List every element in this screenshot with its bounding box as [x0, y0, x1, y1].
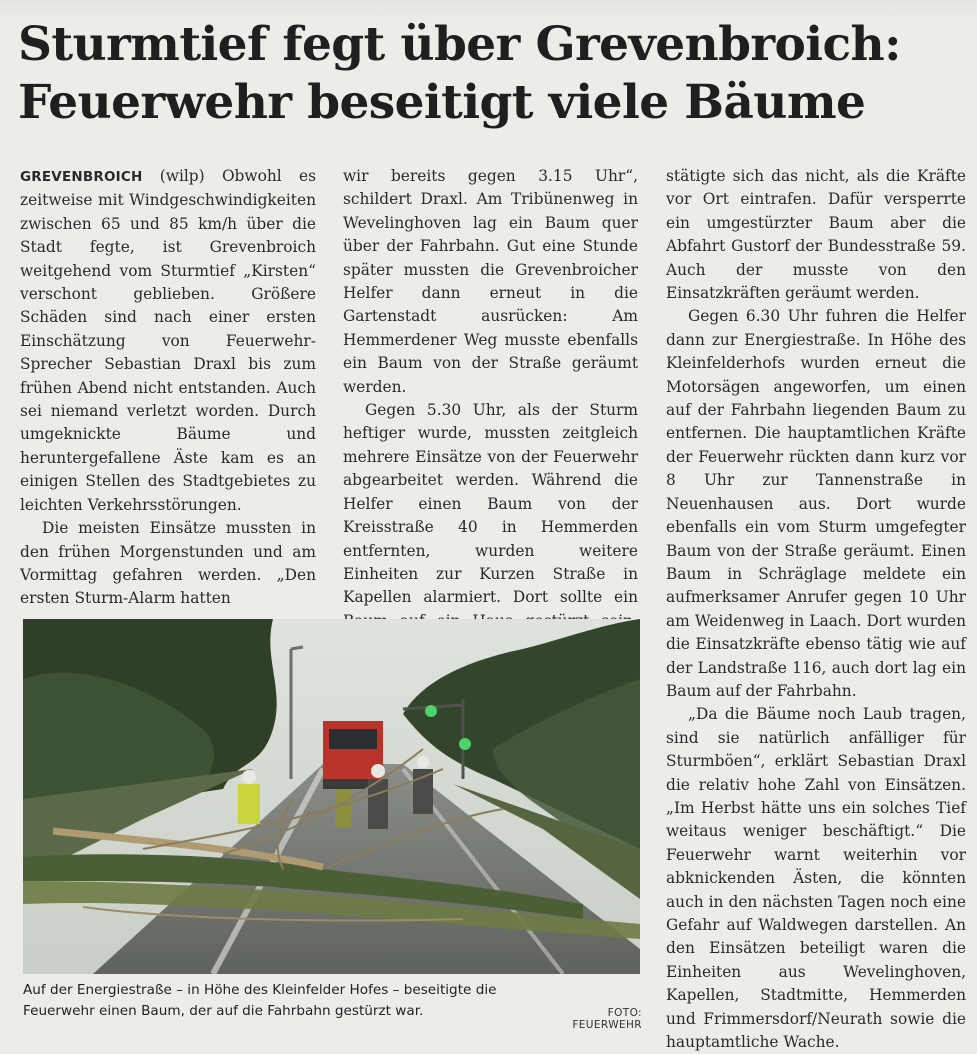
paragraph: Gegen 5.30 Uhr, als der Sturm heftiger wurde, mussten zeitgleich mehrere Einsätze von der Feuerwehr abgearbeitet werden. Während die Helfer einen Baum von der Kreisstraße 40 in Hemmerden entfernten, wurden weitere Einheiten zur Kurzen Straße in Kapellen alarmiert. Dort sollte ein [343, 401, 638, 607]
paragraph [20, 165, 316, 517]
photo-credit: FOTO: FEUERWEHR [572, 1007, 642, 1031]
article-column-2 [343, 165, 638, 657]
traffic-light [425, 705, 437, 717]
dateline: GREVENBROICH [20, 169, 143, 185]
paragraph: Gegen 6.30 Uhr fuhren die Helfer dann zur Energiestraße. In Höhe des Kleinfelderhofs wurden erneut die Motorsägen angeworfen, um einen auf der Fahrbahn liegenden Baum zu entfernen. Die hauptamtlichen Kräfte der Feuerwehr rückten dann kurz vor 8 Uhr zur Tannenstraße in Neuenhausen aus. Dort wurde ebenfalls ein vom Sturm umgefegter Baum von der Straße geräumt. Einen Baum in Schräglage meldete ein aufmerksamer Anrufer gegen 10 Uhr am Weidenweg in Laach. Dort wurden die Einsatzkräfte ebenso tätig wie auf der Landstraße 116, auch dort lag ein Baum auf der Fahrbahn. [666, 307, 966, 700]
paragraph: Die meisten Einsätze mussten in den frühen Morgenstunden und am Vormittag gefahren werden. „Den ersten Sturm-Alarm hatten [20, 519, 316, 608]
article-column-3 [666, 165, 966, 1054]
headline [18, 16, 968, 132]
traffic-light [459, 738, 471, 750]
paragraph: wir bereits gegen 3.15 Uhr“, schildert Draxl. Am Tribünenweg in Wevelinghoven lag ein Baum quer über der Fahrbahn. Gut eine Stunde später mussten die Grevenbroicher Helfer dann erneut in die Gartenstadt ausrücken: Am Hemmerdener Weg musste ebenfalls ein Baum von der Straße geräumt werden. [343, 167, 638, 396]
photo-caption: Auf der Energiestraße – in Höhe des Kleinfelder Hofes – beseitigte die Feuerwehr einen Baum, der auf die Fahrbahn gestürzt war. [23, 982, 497, 1019]
headline-line-1: Sturmtief fegt über Grevenbroich: [18, 17, 901, 72]
article-column-1 [20, 165, 316, 611]
paragraph: „Da die Bäume noch Laub tragen, sind sie natürlich anfälliger für Sturmböen“, erklärt Sebastian Draxl die relativ hohe Zahl von Einsätzen. „Im Herbst hätte uns ein solches Tief weitaus weniger beschäftigt.“ Die Feuerwehr warnt weiterhin vor abknickenden Ästen, die könnten auch in den nächsten Tagen noch eine Gefahr auf Waldwegen darstellen. An den Einsätzen beteiligt waren die Einheiten aus Wevelinghoven, Kapellen, Stadtmitte, Hemmerden und Frimmersdorf/Neurath sowie die hauptamtliche Wache. [666, 705, 966, 1052]
news-photo [23, 619, 640, 974]
photo-fallen-tree-scene [23, 619, 640, 974]
paragraph: stätigte sich das nicht, als die Kräfte vor Ort eintrafen. Dafür versperrte ein umgestürzter Baum aber die Abfahrt Gustorf der Bundesstraße 59. Auch der musste von den Einsatzkräften geräumt werden. [666, 167, 966, 303]
paragraph-text: (wilp) Obwohl es zeitweise mit Windgeschwindigkeiten zwischen 65 und 85 km/h über die Stadt fegte, ist Grevenbroich weitgehend vom Sturmtief „Kirsten“ verschont geblieben. Größere Schäden sind nach einer ersten Einschätzung von Feuerwehr-Sprecher Sebastian Draxl bis zum frühen Abend nicht entstanden. Auch sei niemand verletzt worden. Durch umgeknickte Bäume und heruntergefallene Äste kam es an einigen Stellen des Stadtgebietes zu leichten Verkehrsstörungen. [20, 167, 316, 514]
headline-line-2: Feuerwehr beseitigt viele Bäume [18, 75, 866, 130]
